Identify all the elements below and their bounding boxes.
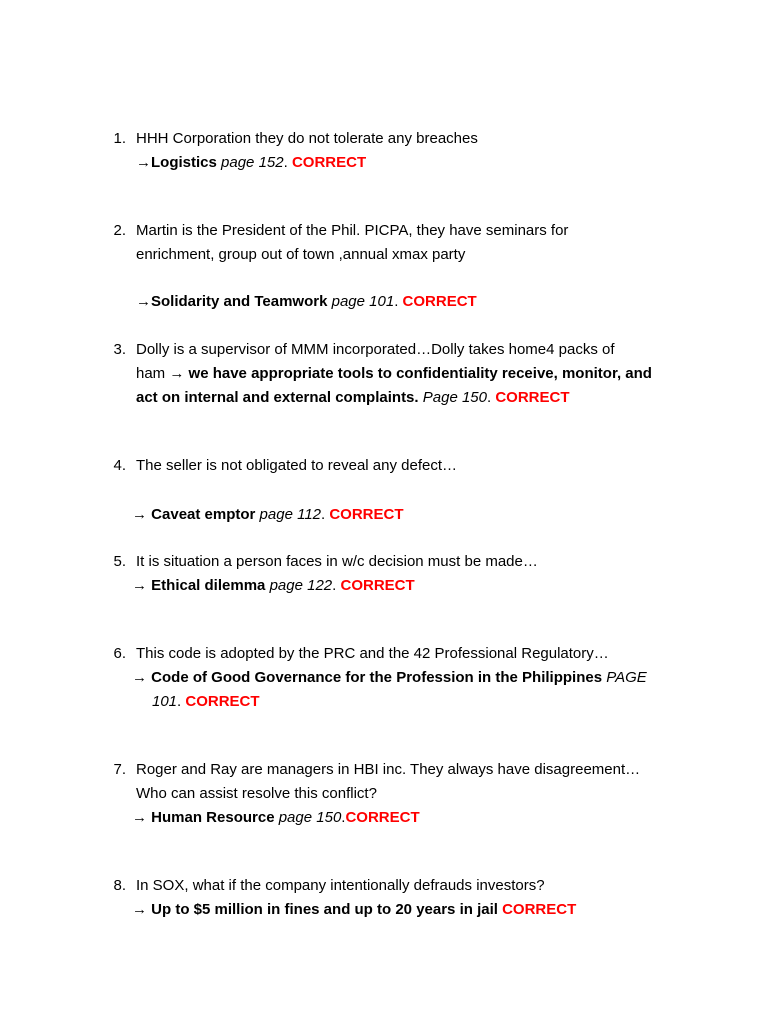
status-correct: CORRECT — [502, 901, 577, 918]
period: . — [321, 506, 326, 523]
arrow-icon: → — [136, 154, 151, 171]
arrow-icon: → — [132, 809, 147, 826]
question-text: The seller is not obligated to reveal any defect… — [136, 457, 458, 474]
status-correct: CORRECT — [185, 693, 260, 710]
item-number: 7. — [113, 761, 126, 778]
question-text: This code is adopted by the PRC and the 42 Professional Regulatory… — [136, 645, 609, 662]
page-reference: page 150 — [278, 809, 342, 826]
question-text: Martin is the President of the Phil. PICPA, they have seminars for — [136, 222, 569, 239]
page-reference: PAGE — [606, 669, 647, 686]
question-text: HHH Corporation they do not tolerate any breaches — [136, 130, 478, 147]
status-correct: CORRECT — [329, 506, 404, 523]
page-reference: page 112 — [259, 506, 321, 523]
answer-text: we have appropriate tools to confidentiality receive, monitor, and — [188, 365, 652, 382]
arrow-icon: → — [132, 577, 147, 594]
status-correct: CORRECT — [402, 293, 477, 310]
page-reference: page 152 — [221, 154, 284, 171]
answer-text: act on internal and external complaints. — [136, 389, 419, 406]
arrow-icon: → — [132, 901, 147, 918]
item-number: 1. — [113, 130, 126, 147]
page-reference: Page 150 — [422, 389, 487, 406]
question-text: It is situation a person faces in w/c decision must be made… — [136, 553, 538, 570]
arrow-icon: → — [169, 365, 185, 382]
item-number: 5. — [113, 553, 126, 570]
period: . — [394, 293, 399, 310]
item-number: 8. — [113, 877, 126, 894]
item-number: 3. — [113, 341, 126, 358]
answer-text: Caveat emptor — [151, 506, 256, 523]
status-correct: CORRECT — [291, 154, 367, 171]
arrow-icon: → — [136, 293, 151, 310]
period: . — [486, 389, 492, 406]
question-text: Roger and Ray are managers in HBI inc. They always have disagreement… — [136, 761, 641, 778]
page-reference: page 122 — [269, 577, 333, 594]
page-reference: 101 — [152, 693, 178, 710]
arrow-icon: → — [132, 506, 147, 523]
item-number: 4. — [113, 457, 126, 474]
answer-text: Logistics — [151, 154, 217, 171]
answer-text: Ethical dilemma — [151, 577, 266, 594]
status-correct: CORRECT — [340, 577, 415, 594]
period: . — [332, 577, 337, 594]
arrow-icon: → — [132, 669, 147, 686]
page-reference: page 101 — [331, 293, 395, 310]
status-correct: CORRECT — [495, 389, 570, 406]
answer-text: Up to $5 million in fines and up to 20 years in jail — [151, 901, 498, 918]
question-text: enrichment, group out of town ,annual xmax party — [136, 246, 466, 263]
period: . — [283, 154, 288, 171]
answer-text: Code of Good Governance for the Profession in the Philippines — [151, 669, 603, 686]
answer-text: Human Resource — [151, 809, 275, 826]
status-correct: CORRECT — [345, 809, 420, 826]
question-text: ham — [136, 365, 166, 382]
question-text: Dolly is a supervisor of MMM incorporated…Dolly takes home4 packs of — [136, 341, 615, 358]
item-number: 2. — [113, 222, 126, 239]
answer-text: Solidarity and Teamwork — [151, 293, 328, 310]
period: . — [341, 809, 346, 826]
item-number: 6. — [113, 645, 126, 662]
question-text: Who can assist resolve this conflict? — [136, 785, 377, 802]
period: . — [177, 693, 182, 710]
question-text: In SOX, what if the company intentionally defrauds investors? — [136, 877, 545, 894]
